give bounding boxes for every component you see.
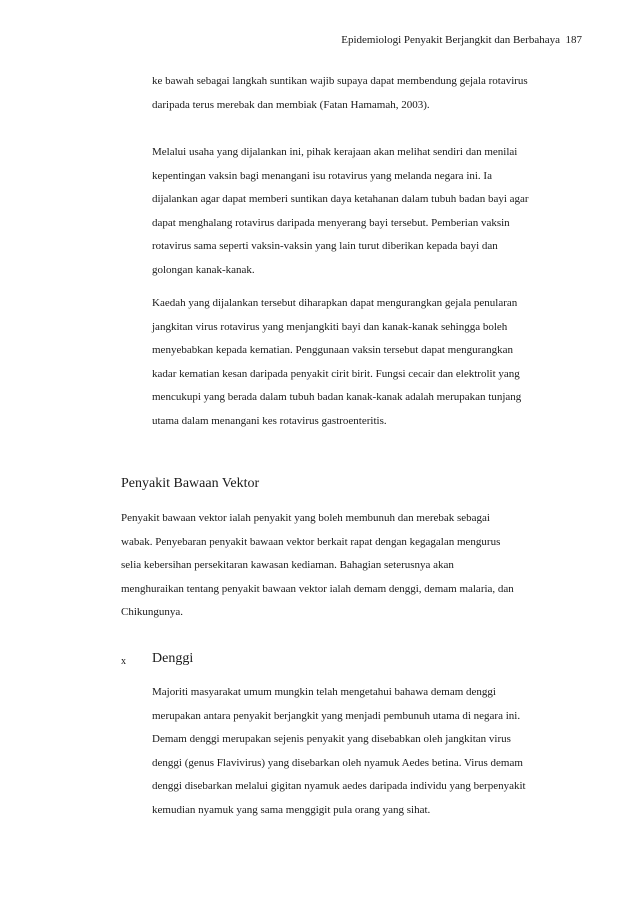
- subsection-paragraph: [152, 681, 526, 822]
- text-line: kepentingan vaksin bagi menangani isu rotavirus yang melanda negara ini. Ia: [152, 169, 492, 182]
- text-line: Chikungunya.: [121, 606, 184, 618]
- bullet-marker: x: [121, 656, 126, 667]
- text-line: utama dalam menangani kes rotavirus gastroenteritis.: [152, 414, 387, 427]
- text-line: Melalui usaha yang dijalankan ini, pihak kerajaan akan melihat sendiri dan menilai: [152, 146, 518, 158]
- section-heading: Penyakit Bawaan Vektor: [121, 476, 260, 491]
- text-line: dapat menghalang rotavirus daripada menyerang bayi tersebut. Pemberian vaksin: [152, 216, 510, 229]
- text-line: wabak. Penyebaran penyakit bawaan vektor berkait rapat dengan kegagalan mengurus: [121, 535, 501, 548]
- subsection-heading: Denggi: [152, 651, 194, 666]
- section-paragraph: [121, 507, 514, 625]
- text-line: kemudian nyamuk yang sama menggigit pula orang yang sihat.: [152, 803, 431, 816]
- paragraph-3: [152, 292, 521, 433]
- running-head-title: Epidemiologi Penyakit Berjangkit dan Berbahaya: [341, 34, 560, 46]
- text-line: selia kebersihan persekitaran kawasan kediaman. Bahagian seterusnya akan: [121, 559, 454, 571]
- text-line: mencukupi yang berada dalam tubuh badan kanak-kanak adalah merupakan tunjang: [152, 391, 522, 403]
- text-line: golongan kanak-kanak.: [152, 263, 255, 276]
- text-line: rotavirus sama seperti vaksin-vaksin yang lain turut diberikan kepada bayi dan: [152, 240, 498, 252]
- text-line: Penyakit bawaan vektor ialah penyakit yang boleh membunuh dan merebak sebagai: [121, 512, 490, 524]
- text-line: Majoriti masyarakat umum mungkin telah mengetahui bahawa demam denggi: [152, 686, 496, 698]
- text-line: Demam denggi merupakan sejenis penyakit yang disebabkan oleh jangkitan virus: [152, 733, 511, 745]
- text-line: daripada terus merebak dan membiak (Fatan Hamamah, 2003).: [152, 98, 430, 111]
- paragraph-2: [152, 141, 529, 282]
- text-line: Kaedah yang dijalankan tersebut diharapkan dapat mengurangkan gejala penularan: [152, 297, 518, 309]
- text-line: kadar kematian kesan daripada penyakit cirit birit. Fungsi cecair dan elektrolit yang: [152, 367, 520, 380]
- text-line: dijalankan agar dapat memberi suntikan daya ketahanan dalam tubuh badan bayi agar: [152, 193, 529, 205]
- text-line: jangkitan virus rotavirus yang menjangkiti bayi dan kanak-kanak sehingga boleh: [152, 320, 508, 333]
- running-head: [341, 34, 582, 46]
- text-line: denggi (genus Flavivirus) yang disebarkan oleh nyamuk Aedes betina. Virus demam: [152, 756, 523, 769]
- text-line: merupakan antara penyakit berjangkit yang menjadi pembunuh utama di negara ini.: [152, 709, 521, 722]
- text-line: ke bawah sebagai langkah suntikan wajib supaya dapat membendung gejala rotavirus: [152, 75, 528, 87]
- page-number: 187: [565, 34, 582, 46]
- text-line: menghuraikan tentang penyakit bawaan vektor ialah demam denggi, demam malaria, dan: [121, 582, 514, 595]
- paragraph-1: [152, 70, 528, 117]
- text-line: menyebabkan kepada kematian. Penggunaan vaksin tersebut dapat mengurangkan: [152, 344, 514, 356]
- text-line: denggi disebarkan melalui gigitan nyamuk aedes daripada individu yang berpenyakit: [152, 780, 526, 792]
